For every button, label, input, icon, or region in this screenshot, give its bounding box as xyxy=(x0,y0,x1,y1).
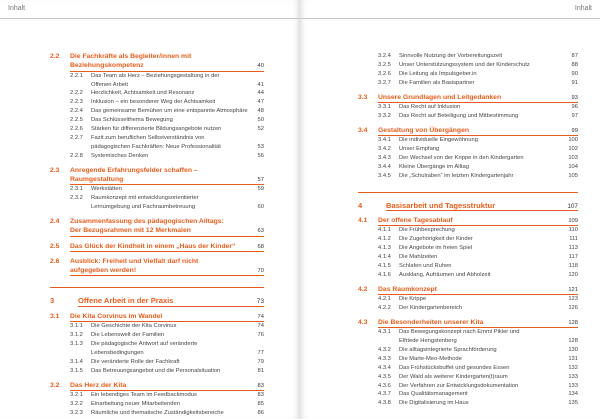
toc-entry[interactable] xyxy=(358,318,578,328)
toc-number: 4.1.1 xyxy=(378,227,391,234)
toc-title: Die Zugehörigkeit der Kinder xyxy=(399,236,473,243)
toc-number: 2.2.6 xyxy=(70,126,83,133)
toc-entry[interactable] xyxy=(358,126,578,136)
toc-entry[interactable] xyxy=(358,192,578,211)
toc-page-number: 56 xyxy=(257,152,264,159)
toc-title: Die alltagsintegrierte Sprachförderung xyxy=(399,346,497,353)
toc-number: 3.4.2 xyxy=(378,145,391,152)
toc-entry[interactable] xyxy=(358,70,578,79)
toc-title: Offene Arbeit in der Praxis xyxy=(78,296,264,306)
toc-page-number: 99 xyxy=(571,127,578,134)
toc-number: 4.3.4 xyxy=(378,364,391,371)
toc-page-number: 74 xyxy=(257,323,264,330)
toc-entry[interactable] xyxy=(358,373,578,382)
toc-page-number: 76 xyxy=(257,332,264,339)
toc-page-number: 123 xyxy=(568,296,578,302)
toc-title: Die „Schulraben“ im letzten Kindergartenjahr xyxy=(399,172,514,179)
toc-number: 3.4.1 xyxy=(378,137,391,144)
toc-page-number: 113 xyxy=(568,245,578,252)
toc-entry[interactable] xyxy=(358,346,578,355)
toc-entry[interactable] xyxy=(358,253,578,262)
toc-number: 3.1.4 xyxy=(70,358,83,365)
toc-entry[interactable] xyxy=(50,143,264,152)
toc-number: 4.2.2 xyxy=(378,304,391,311)
toc-title: Das Raumkonzept xyxy=(378,285,578,295)
toc-page-number: 90 xyxy=(571,70,578,77)
toc-title: Das Frühstücksbuffet und gesundes Essen xyxy=(399,364,510,371)
page-header xyxy=(300,0,600,19)
toc-page-number: 88 xyxy=(571,61,578,68)
toc-number: 3.2 xyxy=(50,381,60,389)
toc-entry[interactable] xyxy=(50,340,264,349)
toc-entry[interactable] xyxy=(358,295,578,304)
toc-page-number: 44 xyxy=(257,90,264,97)
toc-number: 3.2.7 xyxy=(378,79,391,86)
toc-entry[interactable] xyxy=(50,331,264,340)
toc-number: 3.4.4 xyxy=(378,163,391,170)
toc-title: Systemisches Denken xyxy=(91,152,149,159)
toc-entry[interactable] xyxy=(50,226,264,236)
toc-title: Beziehungskompetenz xyxy=(70,61,264,71)
toc-title: Gestaltung von Übergängen xyxy=(378,126,578,136)
toc-title: Stärken für differenzierte Bildungsangebote nutzen xyxy=(91,126,222,133)
toc-page-number: 131 xyxy=(568,355,578,362)
toc-entry[interactable] xyxy=(50,203,264,212)
toc-entry[interactable] xyxy=(50,409,264,418)
right-page xyxy=(300,0,600,419)
toc-entry[interactable] xyxy=(358,262,578,271)
toc-page-number: 81 xyxy=(257,367,264,374)
toc-entry[interactable] xyxy=(50,72,264,81)
toc-page-number: 117 xyxy=(568,253,578,260)
toc-title: Das Betreuungsangebot und die Personalsituation xyxy=(91,367,221,374)
toc-entry[interactable] xyxy=(358,112,578,121)
toc-number: 3.3.1 xyxy=(378,103,391,110)
toc-entry[interactable] xyxy=(358,399,578,408)
toc-entry[interactable] xyxy=(50,185,264,194)
toc-title: Das Recht auf Inklusion xyxy=(399,103,461,110)
toc-entry[interactable] xyxy=(50,312,264,322)
toc-title: Der offene Tagesablauf xyxy=(378,216,578,226)
toc-page-number: 111 xyxy=(569,236,578,243)
toc-page-number: 47 xyxy=(257,99,264,106)
toc-title: Räumliche und thematische Zuständigkeitsbereiche xyxy=(91,409,224,416)
toc-number: 4.3.7 xyxy=(378,391,391,398)
toc-page-number: 41 xyxy=(257,81,264,88)
toc-page-number: 105 xyxy=(568,172,578,179)
toc-entry[interactable] xyxy=(358,390,578,399)
toc-page-number: 87 xyxy=(571,53,578,59)
toc-page-number: 48 xyxy=(257,108,264,115)
toc-page-number: 86 xyxy=(257,409,264,416)
toc-number: 4.1 xyxy=(358,216,368,224)
toc-page-number: 79 xyxy=(257,358,264,365)
toc-entry[interactable] xyxy=(50,81,264,90)
toc-entry[interactable] xyxy=(50,166,264,175)
toc-number: 4.1.6 xyxy=(378,271,391,278)
toc-number: 3.3 xyxy=(358,93,368,101)
header-label: Inhalt xyxy=(574,5,592,12)
toc-entry[interactable] xyxy=(358,216,578,226)
toc-page-number: 63 xyxy=(257,228,264,235)
toc-number: 4.3.1 xyxy=(378,329,391,336)
toc-number xyxy=(50,226,70,236)
toc-page-number: 52 xyxy=(257,126,264,133)
toc-title: Fazit zum beruflichen Selbstverständnis von xyxy=(91,134,205,141)
toc-page-number: 110 xyxy=(568,227,578,234)
toc-title: Die individuelle Eingewöhnung xyxy=(399,137,478,144)
toc-title: Der Kindergartenbereich xyxy=(399,304,463,311)
toc-number: 4.1.3 xyxy=(378,245,391,252)
toc-number: 2.2.8 xyxy=(70,152,83,159)
toc-page-number: 77 xyxy=(257,349,264,356)
toc-title: Basisarbeit und Tagesstruktur xyxy=(386,201,578,211)
toc-entry[interactable] xyxy=(50,89,264,98)
toc-title: Das Glück der Kindheit in einem „Haus der Kinder“ xyxy=(70,242,264,252)
toc-title: Kleine Übergänge im Alltag xyxy=(399,163,469,170)
toc-number: 2.5 xyxy=(50,242,60,250)
toc-entry[interactable] xyxy=(358,235,578,244)
toc-title: Herzlichkeit, Achtsamkeit und Resonanz xyxy=(91,90,195,97)
toc-number xyxy=(50,175,70,185)
toc-number: 4.3.5 xyxy=(378,373,391,380)
toc-number xyxy=(50,143,91,152)
toc-title: Unser Empfang xyxy=(399,145,440,152)
toc-entry[interactable] xyxy=(358,328,578,337)
toc-number: 4.3.8 xyxy=(378,400,391,407)
toc-page-number: 128 xyxy=(568,319,578,326)
toc-number: 2.6 xyxy=(50,257,60,265)
toc-title: Der Bezugsrahmen mit 12 Merkmalen xyxy=(70,226,264,236)
toc-entry[interactable] xyxy=(50,358,264,367)
toc-title: Ein lebendiges Team im Feedbackmodus xyxy=(91,391,197,398)
toc-page-number: 91 xyxy=(571,79,578,86)
page-header xyxy=(0,0,300,19)
toc-title: Werkstätten xyxy=(91,186,122,193)
toc-entry[interactable] xyxy=(358,136,578,145)
toc-title: pädagogischen Fachkräften: Neue Professionalität xyxy=(91,143,221,150)
toc-number: 3.1.1 xyxy=(70,323,83,330)
toc-entry[interactable] xyxy=(358,304,578,313)
toc-number: 3.2.1 xyxy=(70,391,83,398)
toc-page-number: 103 xyxy=(568,154,578,161)
toc-title: Ausblick: Freiheit und Vielfalt darf nicht xyxy=(70,257,199,265)
toc-title: Das Bewegungskonzept nach Emmi Pikler und xyxy=(399,329,520,336)
toc-entry[interactable] xyxy=(358,145,578,154)
toc-number xyxy=(50,203,91,212)
toc-number: 3.2.5 xyxy=(378,61,391,68)
toc-number: 4.3.2 xyxy=(378,346,391,353)
toc-number: 3.4.5 xyxy=(378,172,391,179)
toc-page-number: 59 xyxy=(257,186,264,193)
toc-page-number: 135 xyxy=(568,400,578,407)
toc-number: 2.2.3 xyxy=(70,99,83,106)
toc-page-number: 70 xyxy=(257,268,264,275)
toc-entry[interactable] xyxy=(50,217,264,226)
toc-entry[interactable] xyxy=(358,52,578,61)
toc-number xyxy=(50,61,70,71)
toc-title: Zusammenfassung des pädagogischen Alltags: xyxy=(70,217,224,225)
toc-title: Die pädagogische Antwort auf veränderte xyxy=(91,340,198,347)
toc-number: 4.3.6 xyxy=(378,382,391,389)
toc-number: 2.3 xyxy=(50,166,60,174)
toc-entry[interactable] xyxy=(358,103,578,112)
toc-title: Die Geschichte der Kita Corvinus xyxy=(91,323,177,330)
toc-number xyxy=(50,349,91,358)
toc-number: 2.2.7 xyxy=(70,134,83,141)
toc-title: Ausklang, Aufräumen und Abholzeit xyxy=(399,271,491,278)
toc-number: 4.2 xyxy=(358,285,368,293)
toc-title: Die Krippe xyxy=(399,296,427,302)
toc-page-number: 53 xyxy=(257,143,264,150)
toc-page-number: 107 xyxy=(567,202,578,210)
toc-title: Raumgestaltung xyxy=(70,175,264,185)
toc-entry[interactable] xyxy=(358,61,578,70)
toc-entry[interactable] xyxy=(50,98,264,107)
toc-title: Die Digitalisierung im Haus xyxy=(399,400,469,407)
toc-page-number: 50 xyxy=(257,117,264,124)
toc-number: 3.3.2 xyxy=(378,112,391,119)
toc-entry[interactable] xyxy=(50,367,264,376)
toc-number: 4.1.4 xyxy=(378,253,391,260)
toc-entry[interactable] xyxy=(358,163,578,172)
toc-title: Die Familien als Basispartner xyxy=(399,79,475,86)
toc-title: Das Recht auf Beteiligung und Mitbestimmung xyxy=(399,112,519,119)
toc-page-number: 133 xyxy=(568,382,578,389)
toc-title: Lebensbedingungen xyxy=(91,349,144,356)
toc-page-number: 134 xyxy=(568,391,578,398)
toc-entry[interactable] xyxy=(358,285,578,295)
toc-title: Die Angebote im freien Spiel xyxy=(399,245,473,252)
toc-title: Die veränderte Rolle der Fachkraft xyxy=(91,358,180,365)
toc-page-number: 130 xyxy=(568,346,578,353)
toc-number: 3.2.2 xyxy=(70,400,83,407)
toc-page-number: 57 xyxy=(257,176,264,183)
toc-title: Raumkonzept mit entwicklungsorientierter xyxy=(91,195,199,202)
toc-title: Der Wald als weiterer Kindergarten(t)raum xyxy=(399,373,508,380)
table-of-contents xyxy=(358,52,578,408)
toc-page-number: 100 xyxy=(568,137,578,144)
toc-entry[interactable] xyxy=(50,107,264,116)
toc-entry[interactable] xyxy=(50,175,264,185)
toc-page-number: 68 xyxy=(257,243,264,250)
toc-entry[interactable] xyxy=(358,79,578,88)
toc-title: Die Kita Corvinus im Wandel xyxy=(70,312,264,322)
toc-number: 2.4 xyxy=(50,217,60,225)
toc-title: Das Team als Herz – Beziehungsgestaltung in der xyxy=(91,72,220,79)
toc-entry[interactable] xyxy=(50,349,264,358)
toc-title: Anregende Erfahrungsfelder schaffen – xyxy=(70,166,198,174)
toc-entry[interactable] xyxy=(50,381,264,391)
toc-title: Die Lebenswelt der Familien xyxy=(91,332,165,339)
toc-number: 4.1.5 xyxy=(378,262,391,269)
toc-title: Unsere Grundlagen und Leitgedanken xyxy=(378,93,578,103)
toc-title: Der Wechsel von der Krippe in den Kindergarten xyxy=(399,154,524,161)
toc-number xyxy=(50,81,91,90)
toc-page-number: 104 xyxy=(568,163,578,170)
toc-entry[interactable] xyxy=(358,382,578,391)
toc-entry[interactable] xyxy=(50,116,264,125)
toc-title: Das Schlüsselthema Bewegung xyxy=(91,117,173,124)
toc-page-number: 102 xyxy=(568,145,578,152)
toc-title: aufgegeben werden! xyxy=(70,266,264,276)
toc-title: Einarbeitung neuer Mitarbeitenden xyxy=(91,400,180,407)
toc-page-number: 118 xyxy=(568,262,578,269)
toc-page-number: 109 xyxy=(568,217,578,224)
toc-page-number: 40 xyxy=(257,63,264,70)
toc-title: Schlafen und Ruhen xyxy=(399,262,452,269)
toc-page-number: 121 xyxy=(568,286,578,293)
toc-page-number: 128 xyxy=(568,338,578,345)
toc-entry[interactable] xyxy=(50,134,264,143)
toc-entry[interactable] xyxy=(50,125,264,134)
toc-title: Sinnvolle Nutzung der Vorbereitungszeit xyxy=(399,53,503,59)
toc-entry[interactable] xyxy=(50,61,264,71)
toc-number: 4.1.2 xyxy=(378,236,391,243)
toc-entry[interactable] xyxy=(358,154,578,163)
toc-title: Die Marte-Meo-Methode xyxy=(399,355,462,362)
toc-page-number: 120 xyxy=(568,271,578,278)
toc-page-number: 74 xyxy=(257,313,264,320)
toc-number: 3 xyxy=(50,296,55,306)
toc-number xyxy=(50,266,70,276)
toc-title: Die Mahlzeiten xyxy=(399,253,438,260)
toc-title: Das gemeinsame Bemühen um eine entspannte Atmosphäre xyxy=(91,108,248,115)
toc-entry[interactable] xyxy=(50,322,264,331)
toc-number: 4.2.1 xyxy=(378,296,391,302)
toc-title: Die Frühbesprechung xyxy=(399,227,455,234)
toc-entry[interactable] xyxy=(50,391,264,400)
toc-title: Das Herz der Kita xyxy=(70,381,264,391)
toc-page-number: 73 xyxy=(256,298,264,306)
toc-page-number: 96 xyxy=(571,103,578,110)
toc-entry[interactable] xyxy=(50,194,264,203)
toc-number: 2.3.2 xyxy=(70,195,83,202)
toc-title: Die Leitung als Impulsgeber.in xyxy=(399,70,477,77)
toc-number: 3.4 xyxy=(358,126,368,134)
toc-page-number: 60 xyxy=(257,204,264,211)
toc-number: 2.2.5 xyxy=(70,117,83,124)
toc-page-number: 85 xyxy=(257,400,264,407)
toc-number: 2.2.2 xyxy=(70,90,83,97)
toc-entry[interactable] xyxy=(358,172,578,181)
toc-title: Der Verfahren zur Entwicklungsdokumentation xyxy=(399,382,519,389)
toc-entry[interactable] xyxy=(50,242,264,252)
toc-title: Unser Unterstützungssystem und der Kinderschutz xyxy=(399,61,530,68)
toc-entry[interactable] xyxy=(50,52,264,61)
toc-page-number: 93 xyxy=(571,94,578,101)
header-label: Inhalt xyxy=(8,5,26,12)
toc-title: Inklusion – ein besonderer Weg der Achtsamkeit xyxy=(91,99,216,106)
toc-entry[interactable] xyxy=(358,93,578,103)
toc-title: Elfriede Hengstenberg xyxy=(399,338,457,345)
toc-title: Das Qualitätsmanagement xyxy=(399,391,468,398)
toc-number: 2.2 xyxy=(50,53,60,60)
toc-page-number: 133 xyxy=(568,373,578,380)
toc-entry[interactable] xyxy=(358,355,578,364)
toc-number: 3.1.3 xyxy=(70,340,83,347)
toc-number: 4.3.3 xyxy=(378,355,391,362)
toc-number: 2.3.1 xyxy=(70,186,83,193)
toc-number: 3.4.3 xyxy=(378,154,391,161)
toc-page-number: 83 xyxy=(257,391,264,398)
toc-number: 3.2.3 xyxy=(70,409,83,416)
toc-entry[interactable] xyxy=(358,364,578,373)
toc-title: Offenen Arbeit xyxy=(91,81,128,88)
toc-number: 2.2.4 xyxy=(70,108,83,115)
toc-number: 3.2.6 xyxy=(378,70,391,77)
toc-page-number: 97 xyxy=(571,112,578,119)
toc-number: 4 xyxy=(358,200,363,210)
toc-entry[interactable] xyxy=(50,257,264,266)
toc-title: Die Besonderheiten unserer Kita xyxy=(378,318,578,328)
toc-title: Die Fachkräfte als Begleiter/innen mit xyxy=(70,53,192,60)
table-of-contents xyxy=(50,52,264,418)
toc-entry[interactable] xyxy=(50,152,264,161)
toc-number: 3.1 xyxy=(50,312,60,320)
toc-number: 3.1.2 xyxy=(70,332,83,339)
toc-number xyxy=(358,337,399,346)
toc-number: 2.2.1 xyxy=(70,72,83,79)
toc-entry[interactable] xyxy=(50,287,264,306)
toc-entry[interactable] xyxy=(50,266,264,276)
toc-entry[interactable] xyxy=(358,271,578,280)
toc-number: 4.3 xyxy=(358,318,368,326)
toc-entry[interactable] xyxy=(358,244,578,253)
toc-page-number: 126 xyxy=(568,304,578,311)
toc-entry[interactable] xyxy=(358,226,578,235)
toc-entry[interactable] xyxy=(358,337,578,346)
toc-entry[interactable] xyxy=(50,400,264,409)
toc-page-number: 83 xyxy=(257,382,264,389)
toc-title: Lernumgebung und Fachraumbetreuung xyxy=(91,204,196,211)
toc-number: 3.2.4 xyxy=(378,53,391,59)
toc-number: 3.1.5 xyxy=(70,367,83,374)
toc-page-number: 132 xyxy=(568,364,578,371)
